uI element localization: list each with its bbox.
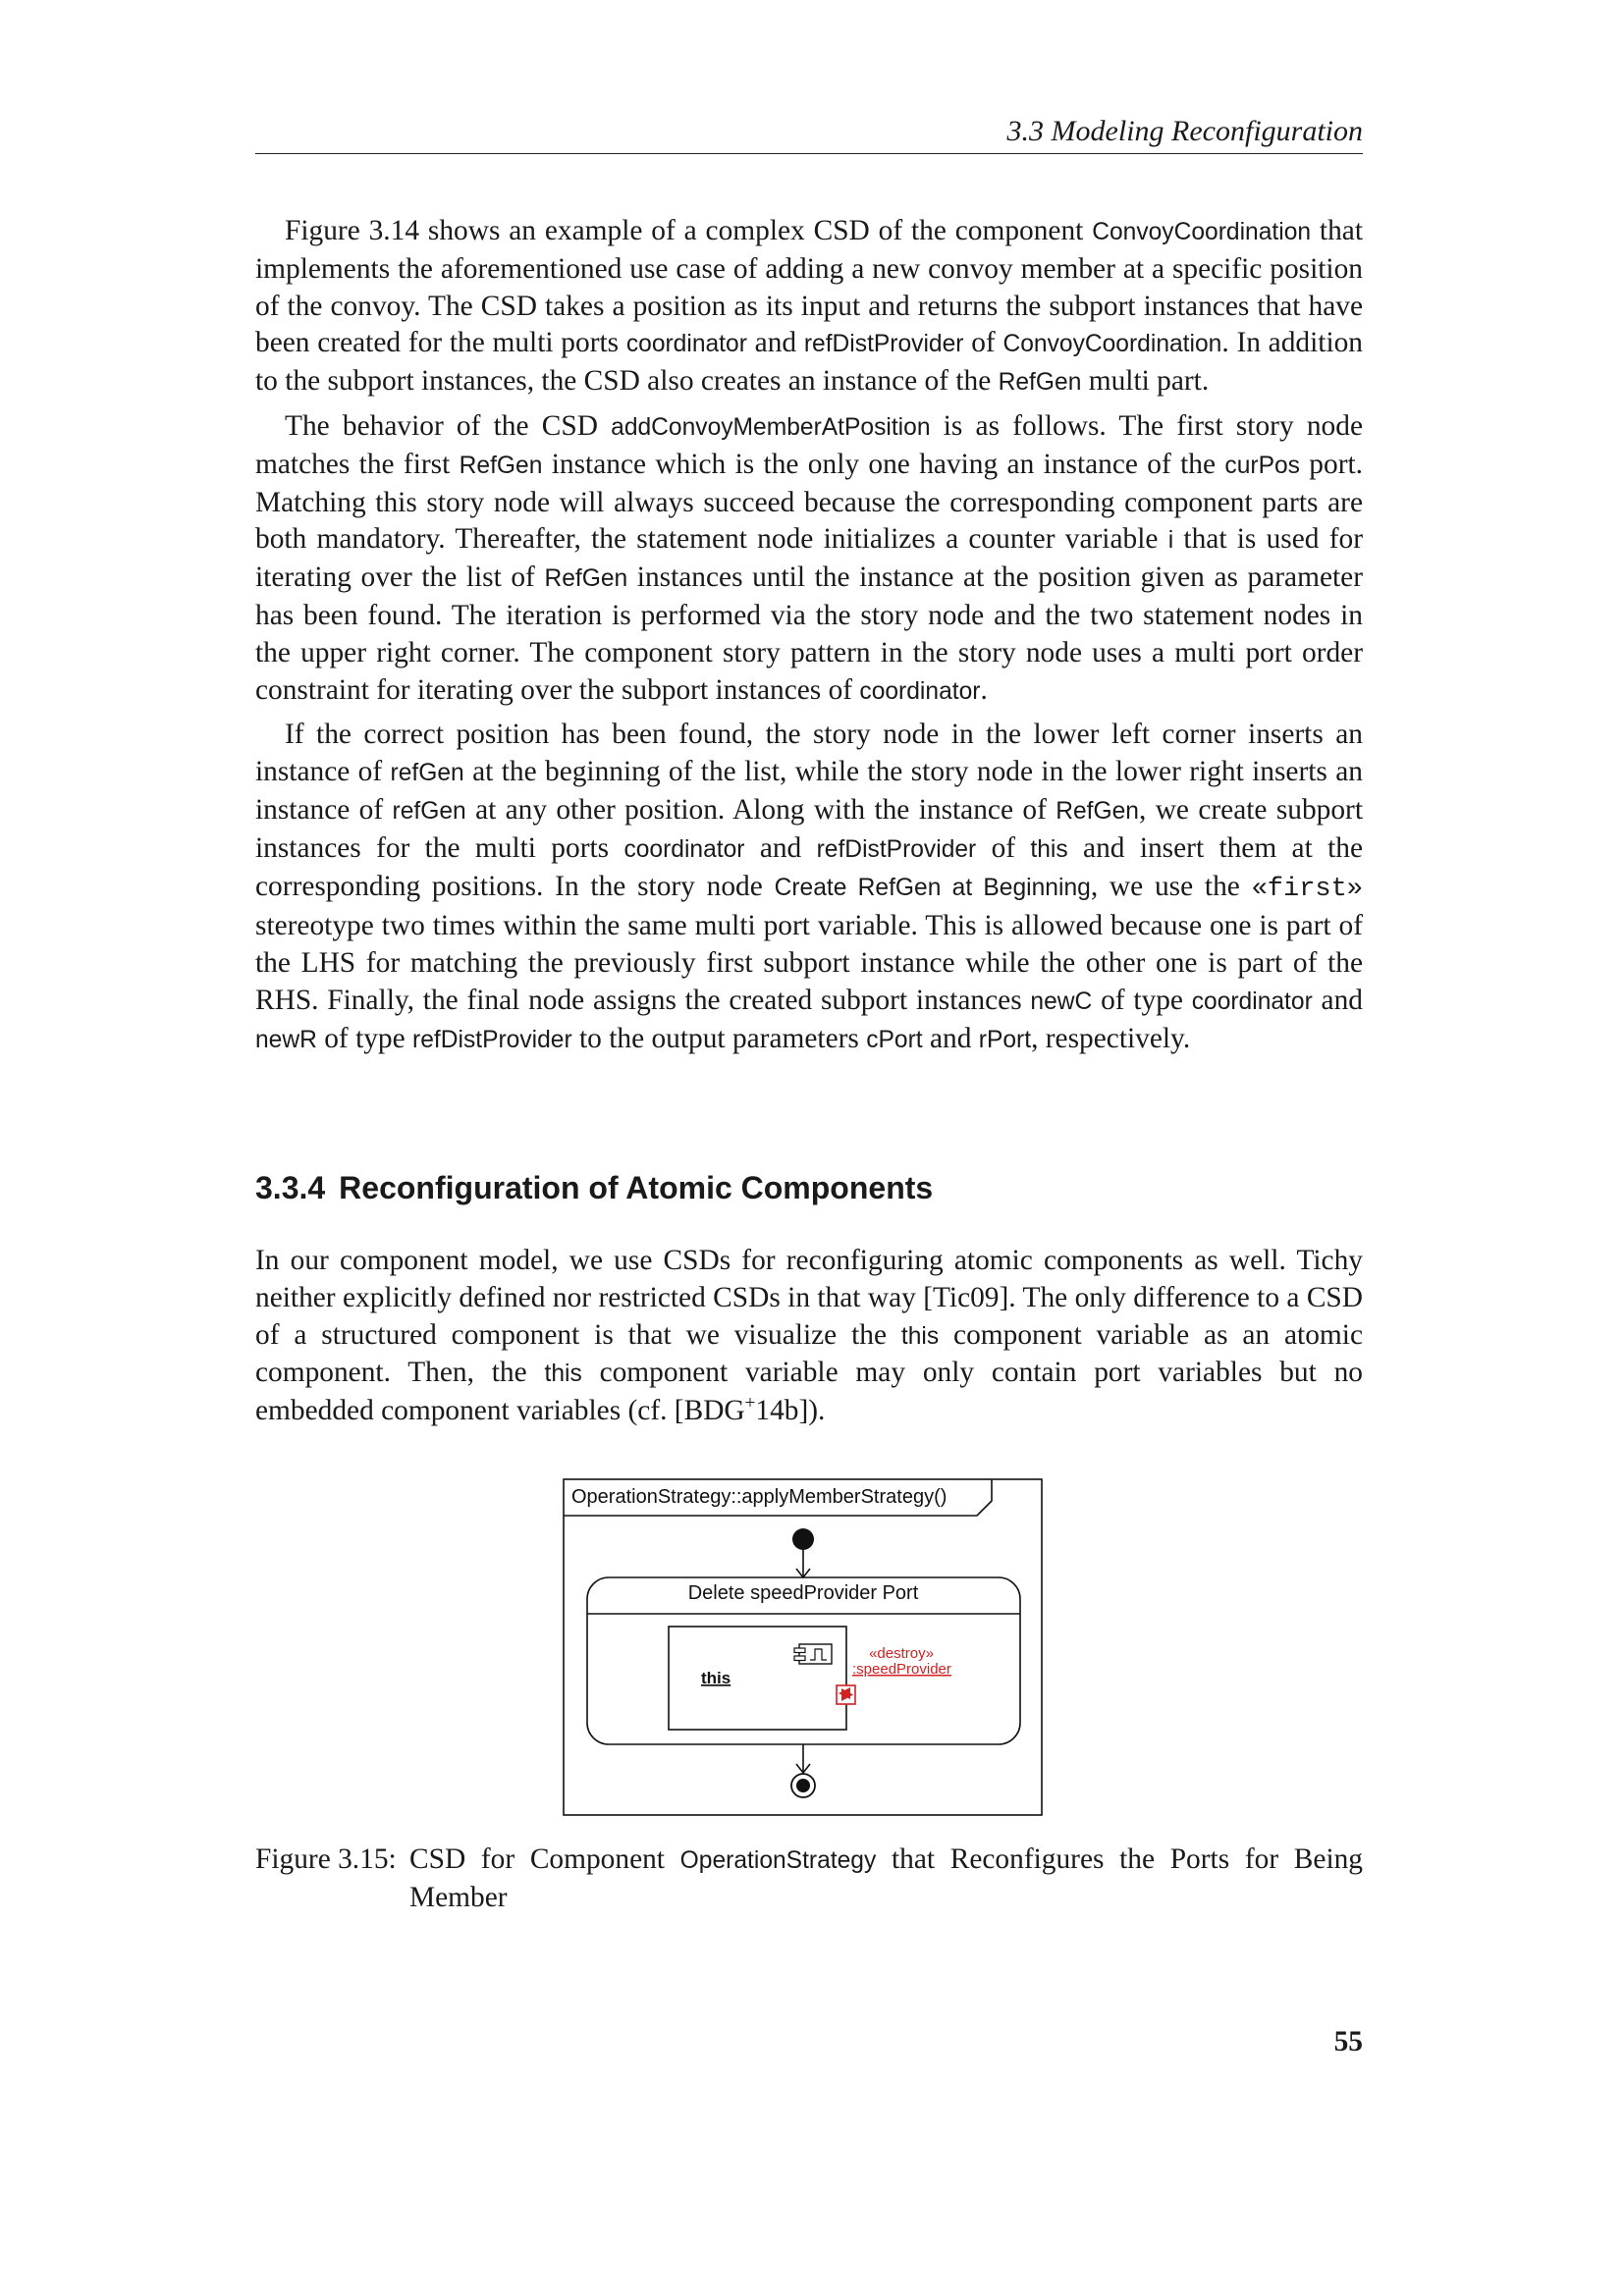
paragraph-1: Figure 3.14 shows an example of a complex CSD of the component ConvoyCoordination that implements the aforementioned use case of adding a new convoy member at a specific position of the convoy. The CSD takes a position as its input and returns the subport instances that have been created for the multi ports coordinator and refDistProvider of ConvoyCoordination. In addition to the subport instances, the CSD also creates an instance of the RefGen multi part. — [255, 215, 1364, 398]
section-number: 3.3.4 — [255, 1170, 326, 1205]
section-heading — [255, 1166, 933, 1209]
page-number: 55 — [1333, 2026, 1363, 2057]
header-rule — [255, 153, 1363, 154]
body-text-upper — [255, 213, 1363, 1059]
initial-node — [792, 1528, 814, 1550]
paragraph-2: The behavior of the CSD addConvoyMemberAtPosition is as follows. The first story node matches the first RefGen instance which is the only one having an instance of the curPos port. Matching this story node will always succeed because the corresponding component parts are both mandatory. Thereafter, the statement node initializes a counter variable i that is used for iterating over the list of RefGen instances until the instance at the position given as parameter has been found. The iteration is performed via the story node and the two statement nodes in the upper right corner. The component story pattern in the story node uses a multi port order constraint for iterating over the subport instances of coordinator. — [255, 409, 1364, 706]
section-title: Reconfiguration of Atomic Components — [339, 1170, 934, 1205]
frame-title: OperationStrategy::applyMemberStrategy() — [571, 1486, 947, 1508]
destroy-stereotype: «destroy» — [869, 1645, 934, 1662]
component-this — [669, 1627, 846, 1730]
body-text-lower — [255, 1243, 1363, 1430]
caption-text: CSD for Component OperationStrategy that Reconfigures the Ports for Being Member — [409, 1843, 1364, 1913]
final-node — [791, 1774, 815, 1797]
csd-figure — [563, 1478, 1044, 1817]
speed-provider-port — [837, 1685, 855, 1704]
paragraph-3: If the correct position has been found, the story node in the lower left corner inserts an instance of refGen at the beginning of the list, while the story node in the lower right inserts an instance of refGen at any other position. Along with the instance of RefGen, we create subport instances for the multi ports coordinator and refDistProvider of this and insert them at the corresponding positions. In the story node Create RefGen at Beginning, we use the «first» stereotype two times within the same multi port variable. This is allowed because one is part of the LHS for matching the previously first subport instance while the other one is part of the RHS. Finally, the final node assigns the created subport instances newC of type coordinator and newR of type refDistProvider to the output parameters cPort and rPort, respectively. — [255, 719, 1364, 1054]
story-node-title: Delete speedProvider Port — [687, 1582, 919, 1604]
running-header: 3.3 Modeling Reconfiguration — [1006, 115, 1363, 147]
component-icon — [794, 1644, 832, 1664]
port-label: :speedProvider — [852, 1661, 951, 1678]
caption-label: Figure 3.15: — [255, 1843, 397, 1875]
component-this-label: this — [701, 1669, 731, 1687]
paragraph-4: In our component model, we use CSDs for reconfiguring atomic components as well. Tichy neither explicitly defined nor restricted CSDs in that way [Tic09]. The only difference to a CSD of a structured component is that we visualize the this component variable as an atomic component. Then, the this component variable may only contain port variables but no embedded component variables (cf. [BDG+14b]). — [255, 1245, 1363, 1427]
